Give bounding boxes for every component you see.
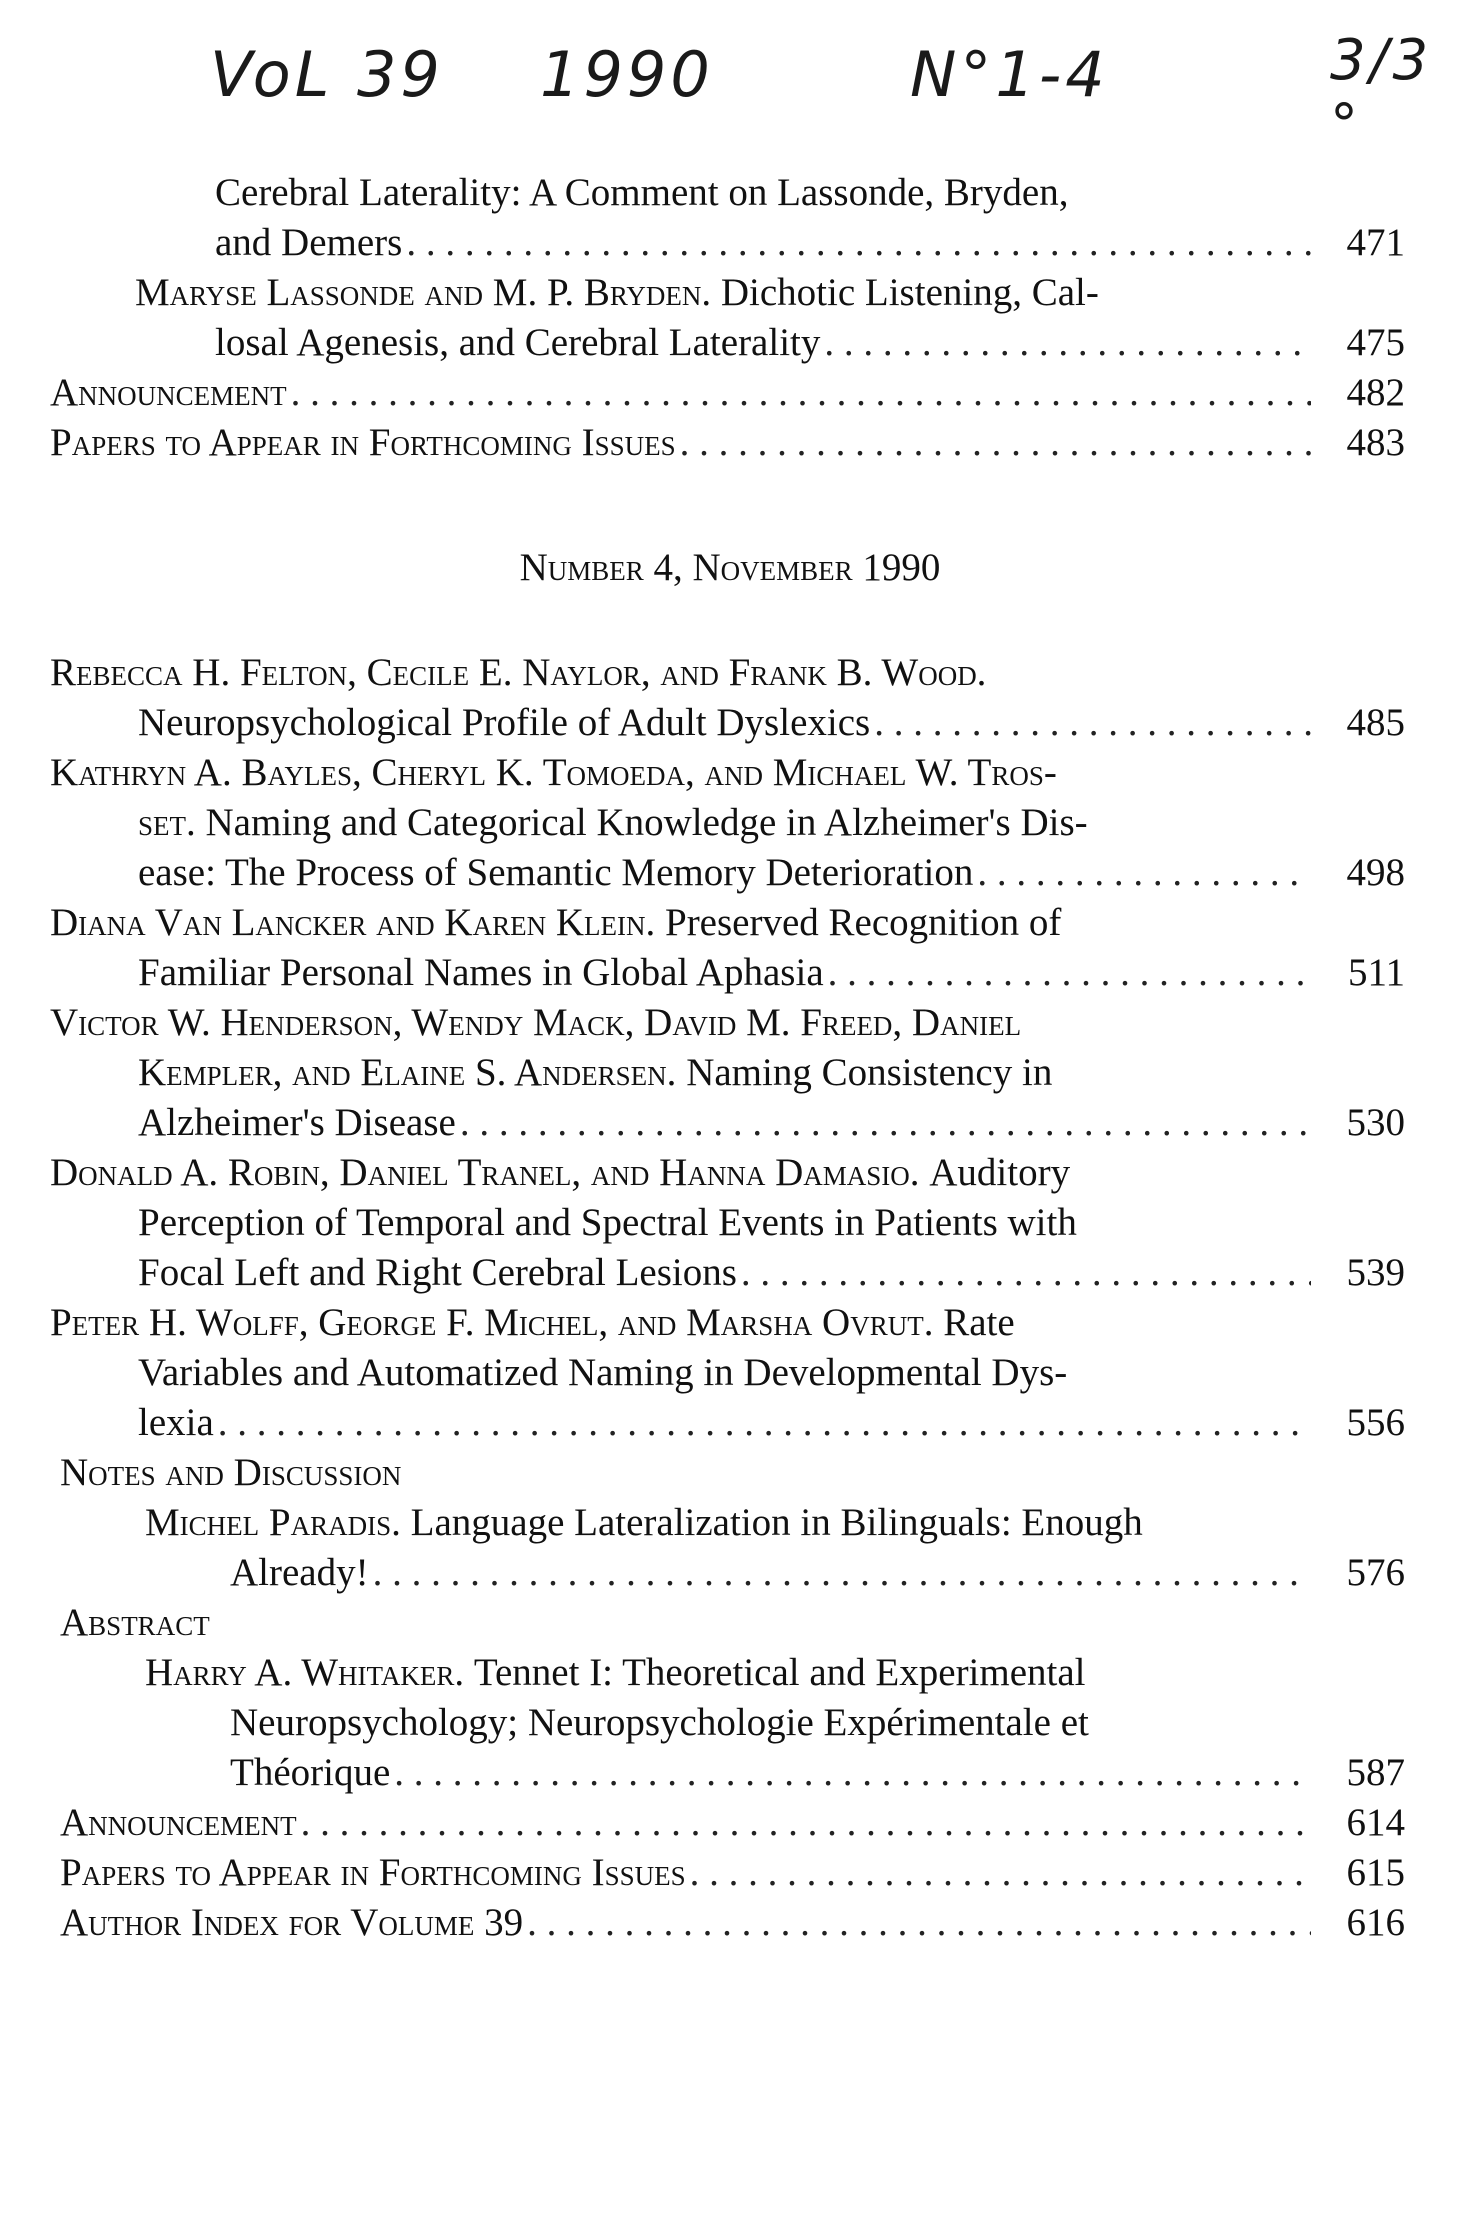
entry-line (60, 1598, 1315, 1648)
leader-dots (680, 418, 1311, 468)
leader-dots (741, 1248, 1311, 1298)
entry-line (50, 748, 1315, 798)
entry-title-line: Language Lateralization in Bilinguals: Enough (410, 1501, 1143, 1544)
entry-authors: Peter H. Wolff, George F. Michel, and Marsha Ovrut. (50, 1301, 934, 1344)
page-number: 587 (1346, 1751, 1405, 1794)
page-number: 576 (1346, 1551, 1405, 1594)
page-number: 511 (1347, 951, 1405, 994)
entry-line (50, 698, 1405, 748)
page-number: 530 (1346, 1101, 1405, 1144)
toc-entry (215, 168, 1405, 268)
entry-line (50, 798, 1315, 848)
entry-title-line: Variables and Automatized Naming in Developmental Dys- (138, 1351, 1068, 1394)
page-number: 556 (1346, 1401, 1405, 1444)
entry-title-line: Théorique (230, 1751, 391, 1794)
entry-line (135, 318, 1405, 368)
entry-authors: set. (138, 801, 196, 844)
toc-entry (50, 648, 1405, 748)
toc-entry (50, 998, 1405, 1148)
toc-entry (50, 898, 1405, 998)
entry-line (50, 898, 1315, 948)
handwritten-annotation (210, 28, 1433, 158)
entry-authors: Michel Paradis. (145, 1501, 401, 1544)
entry-line (215, 168, 1315, 218)
leader-dots (824, 318, 1311, 368)
entry-line (60, 1548, 1405, 1598)
entry-line (215, 218, 1405, 268)
entry-authors: Maryse Lassonde and M. P. Bryden. (135, 271, 712, 314)
entry-line (60, 1698, 1315, 1748)
entry-authors: Victor W. Henderson, Wendy Mack, David M. Freed, Daniel (50, 1001, 1022, 1044)
entry-title-line: Naming Consistency in (686, 1051, 1053, 1094)
toc-entry (50, 1148, 1405, 1298)
entry-line (60, 1848, 1405, 1898)
entry-authors: Kathryn A. Bayles, Cheryl K. Tomoeda, and Michael W. Tros- (50, 751, 1057, 794)
entry-label: Announcement (50, 371, 287, 414)
leader-dots (527, 1898, 1311, 1948)
page-number: 485 (1346, 701, 1405, 744)
entry-authors: Rebecca H. Felton, Cecile E. Naylor, and Frank B. Wood. (50, 651, 987, 694)
entry-title-line: Dichotic Listening, Cal- (720, 271, 1099, 314)
handwritten-year: 1990 (540, 38, 714, 111)
entry-title-line: losal Agenesis, and Cerebral Laterality (215, 321, 821, 364)
entry-title-line: Alzheimer's Disease (138, 1101, 456, 1144)
entry-line (60, 1448, 1315, 1498)
entry-title-line: lexia (138, 1401, 214, 1444)
entry-authors: Harry A. Whitaker. (145, 1651, 465, 1694)
entry-line (50, 1248, 1405, 1298)
entry-line (60, 1498, 1315, 1548)
entry-line (50, 1348, 1315, 1398)
leader-dots (301, 1798, 1311, 1848)
leader-dots (406, 218, 1311, 268)
entry-line (50, 948, 1405, 998)
page-number: 539 (1346, 1251, 1405, 1294)
entry-title-line: Preserved Recognition of (665, 901, 1062, 944)
page-number: 471 (1346, 221, 1405, 264)
entry-line (60, 1748, 1405, 1798)
entry-line (50, 1298, 1315, 1348)
leader-dots (828, 948, 1311, 998)
page-number: 498 (1346, 851, 1405, 894)
leader-dots (218, 1398, 1311, 1448)
abstract-section (60, 1598, 1405, 1798)
entry-label: Announcement (60, 1801, 297, 1844)
issue-heading: Number 4, November 1990 (519, 546, 941, 589)
section-label: Notes and Discussion (60, 1451, 402, 1494)
entry-line (50, 368, 1405, 418)
entry-line (50, 648, 1315, 698)
entry-title-line: Focal Left and Right Cerebral Lesions (138, 1251, 737, 1294)
entry-line (50, 1048, 1315, 1098)
entry-title-line: and Demers (215, 221, 403, 264)
entry-authors: Kempler, and Elaine S. Andersen. (138, 1051, 677, 1094)
entry-label: Papers to Appear in Forthcoming Issues (60, 1851, 686, 1894)
entry-title-line: Cerebral Laterality: A Comment on Lassonde, Bryden, (215, 171, 1069, 214)
entry-title-line: Tennet I: Theoretical and Experimental (473, 1651, 1086, 1694)
handwritten-numbers: N°1-4 (910, 38, 1109, 111)
entry-line (60, 1648, 1315, 1698)
entry-authors: Diana Van Lancker and Karen Klein. (50, 901, 656, 944)
leader-dots (394, 1748, 1311, 1798)
entry-title-line: Naming and Categorical Knowledge in Alzheimer's Dis- (205, 801, 1088, 844)
page-number: 482 (1346, 371, 1405, 414)
leader-dots (373, 1548, 1311, 1598)
leader-dots (291, 368, 1311, 418)
leader-dots (460, 1098, 1311, 1148)
toc-entry (50, 1298, 1405, 1448)
toc-entry (135, 268, 1405, 368)
entry-line (50, 1148, 1315, 1198)
page-number: 615 (1346, 1851, 1405, 1894)
entry-title-line: Neuropsychology; Neuropsychologie Expérimentale et (230, 1701, 1089, 1744)
toc-entry (50, 748, 1405, 898)
leader-dots (977, 848, 1311, 898)
page-number: 614 (1346, 1801, 1405, 1844)
section-label: Abstract (60, 1601, 210, 1644)
handwritten-volume: VoL 39 (210, 38, 444, 111)
entry-title-line: Familiar Personal Names in Global Aphasia (138, 951, 824, 994)
entry-line (50, 1398, 1405, 1448)
toc-entry (60, 1798, 1405, 1948)
leader-dots (874, 698, 1311, 748)
entry-line (135, 268, 1315, 318)
entry-line (60, 1798, 1405, 1848)
leader-dots (690, 1848, 1311, 1898)
entry-line (50, 1098, 1405, 1148)
entry-title-line: ease: The Process of Semantic Memory Deterioration (138, 851, 974, 894)
entry-line (50, 1198, 1315, 1248)
entry-line (50, 998, 1315, 1048)
entry-line (50, 418, 1405, 468)
entry-line (60, 1898, 1405, 1948)
notes-section (60, 1448, 1405, 1598)
entry-title-line: Perception of Temporal and Spectral Events in Patients with (138, 1201, 1077, 1244)
handwritten-fraction: 3/3 ° (1330, 28, 1433, 158)
entry-title-line: Auditory (929, 1151, 1071, 1194)
entry-line (50, 848, 1405, 898)
entry-label: Author Index for Volume 39 (60, 1901, 524, 1944)
page-number: 483 (1346, 421, 1405, 464)
entry-title-line: Neuropsychological Profile of Adult Dyslexics (138, 701, 871, 744)
page-number: 616 (1346, 1901, 1405, 1944)
entry-title-line: Already! (230, 1551, 369, 1594)
entry-authors: Donald A. Robin, Daniel Tranel, and Hanna Damasio. (50, 1151, 920, 1194)
entry-label: Papers to Appear in Forthcoming Issues (50, 421, 676, 464)
entry-title-line: Rate (943, 1301, 1015, 1344)
toc-entry (50, 368, 1405, 468)
page-number: 475 (1346, 321, 1405, 364)
